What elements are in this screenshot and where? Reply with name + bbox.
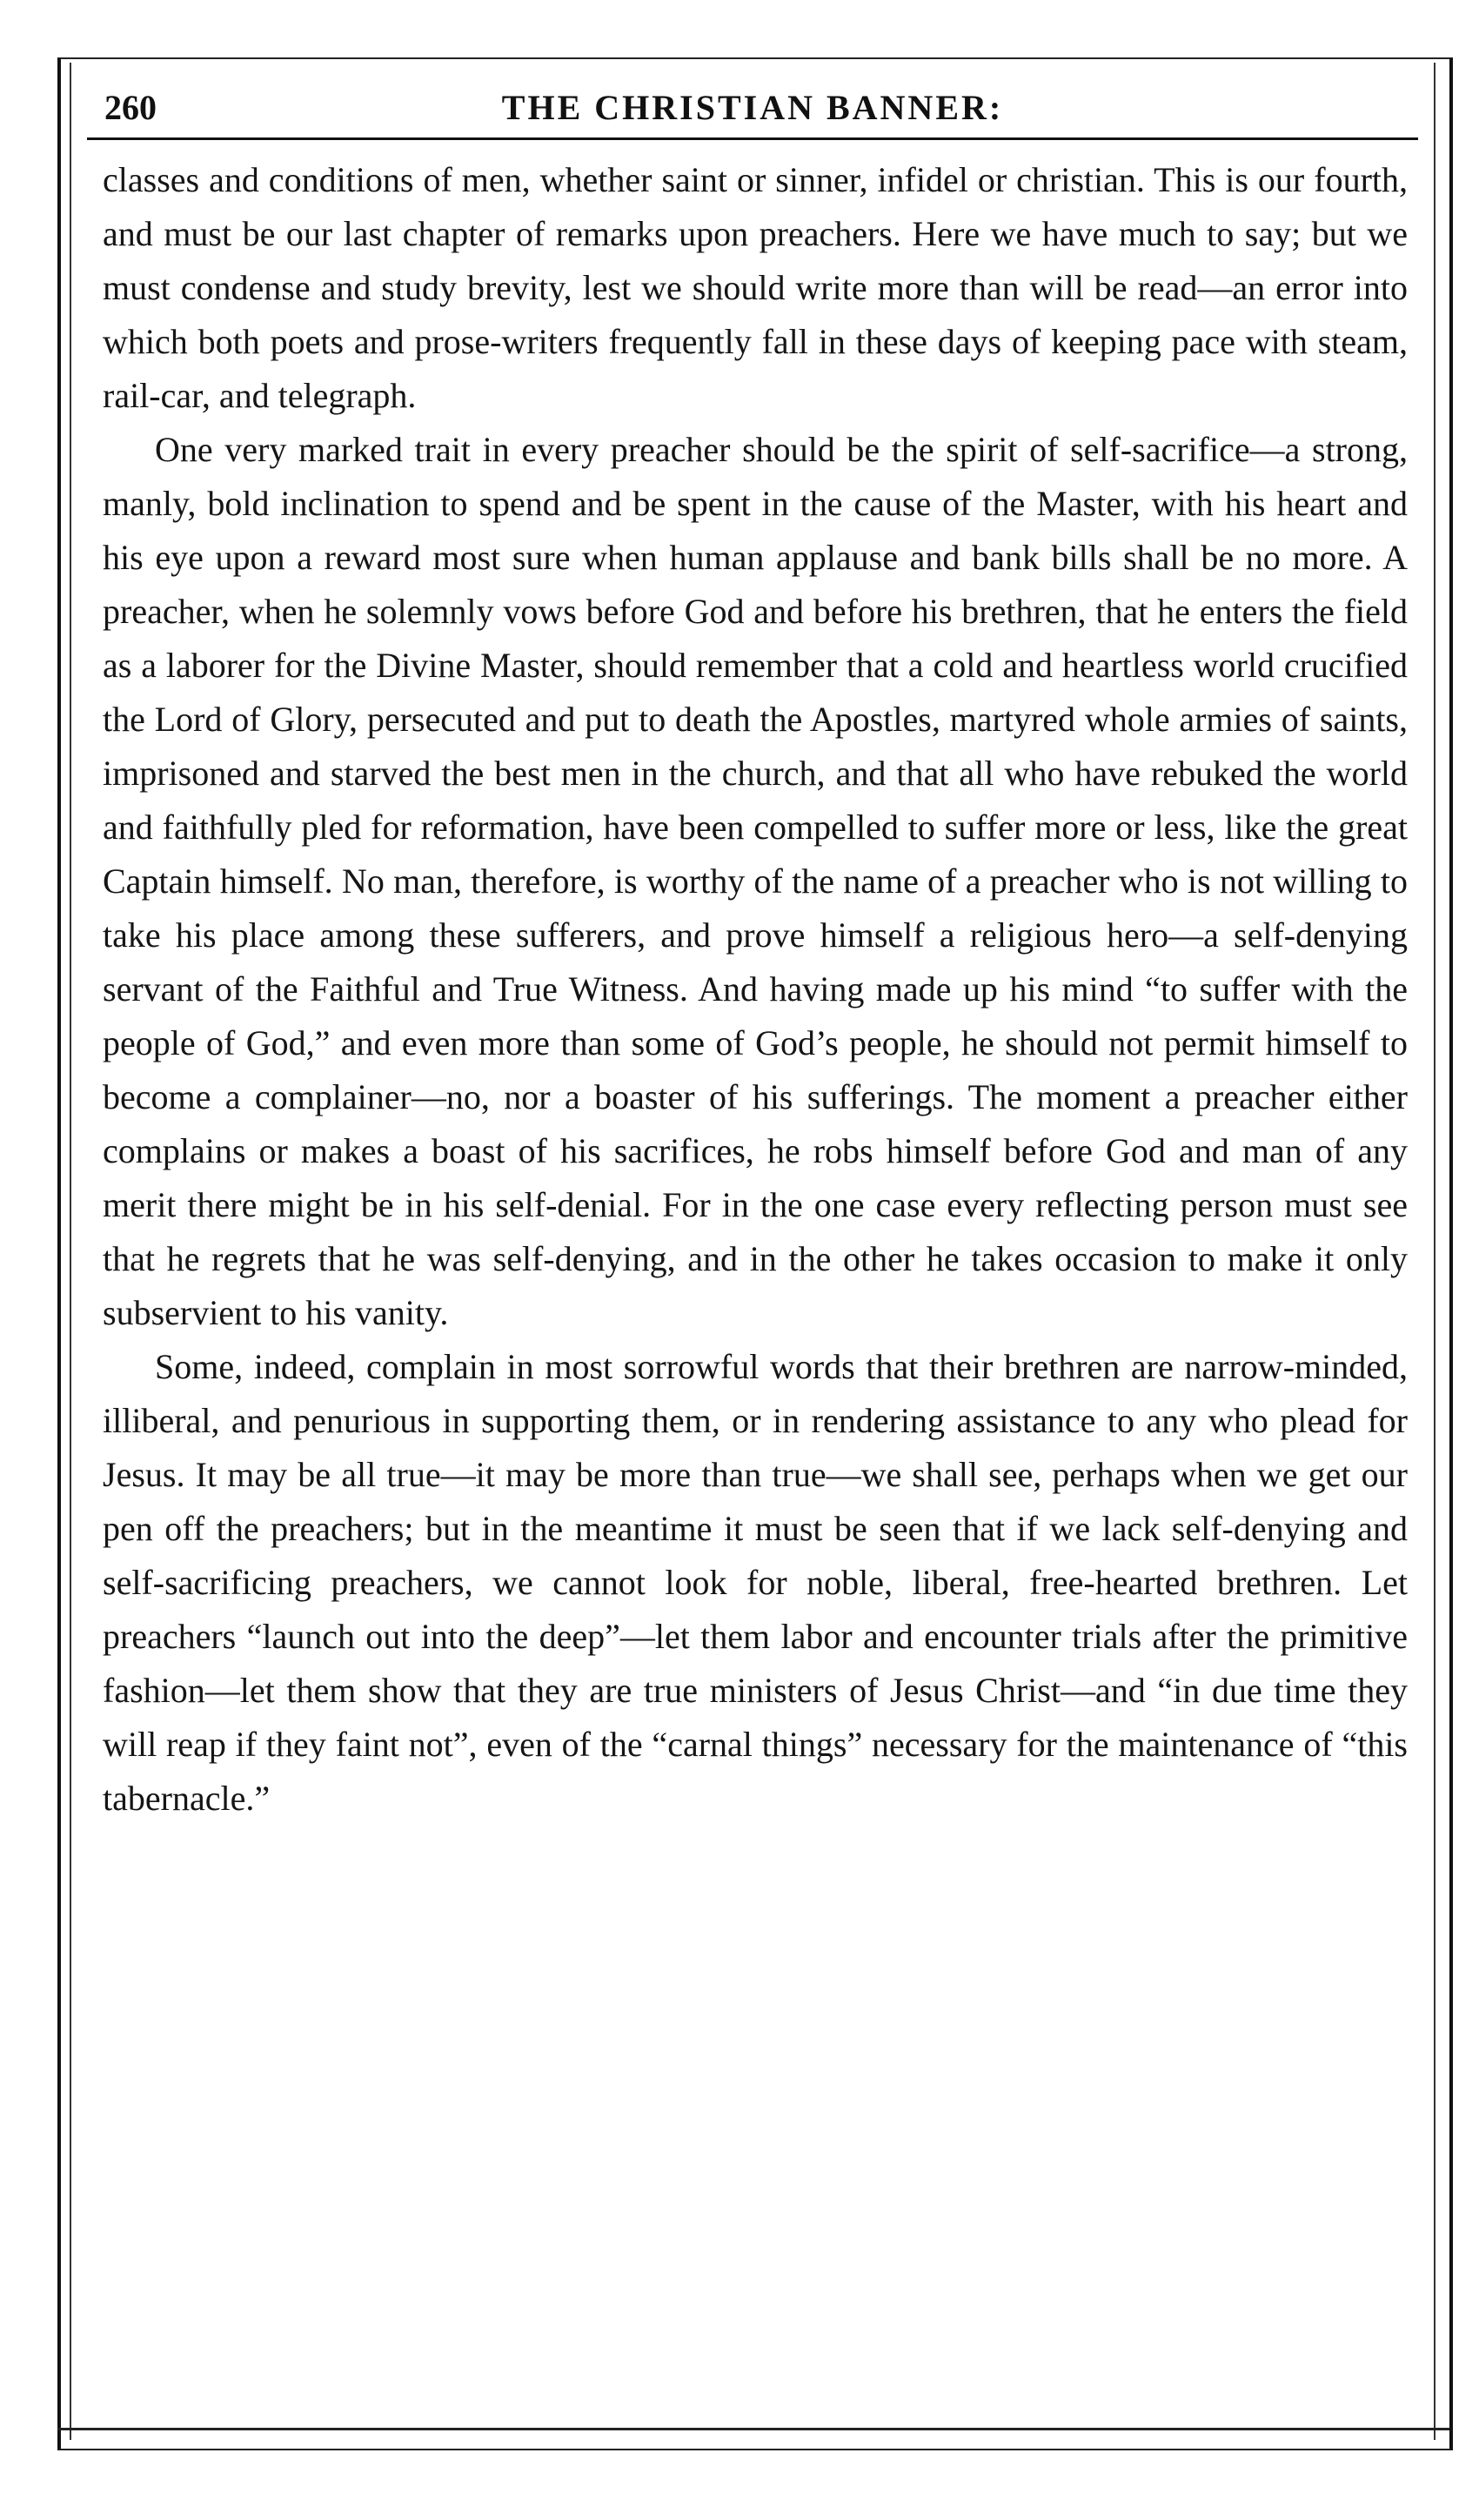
page-header <box>87 77 1418 140</box>
paragraph-self-sacrifice: One very marked trait in every preacher should be the spirit of self-sacrifice—a strong, manly, bold inclination to spend and be spent in the cause of the Master, with his heart and his eye upon a reward most sure when human applause and bank bills shall be no more. A preacher, when he solemnly vows before God and before his brethren, that he enters the field as a laborer for the Divine Master, should remember that a cold and heartless world crucified the Lord of Glory, persecuted and put to death the Apostles, martyred whole armies of saints, imprisoned and starved the best men in the church, and that all who have rebuked the world and faithfully pled for reformation, have been compelled to suffer more or less, like the great Captain himself. No man, therefore, is worthy of the name of a preacher who is not willing to take his place among these sufferers, and prove himself a religious hero—a self-denying servant of the Faithful and True Witness. And having made up his mind “to suffer with the people of God,” and even more than some of God’s people, he should not permit himself to become a complainer—no, nor a boaster of his sufferings. The moment a preacher either complains or makes a boast of his sacrifices, he robs himself before God and man of any merit there might be in his self-denial. For in the one case every reflecting person must see that he regrets that he was self-denying, and in the other he takes occasion to make it only subservient to his vanity. <box>103 430 1408 1332</box>
bottom-rule <box>57 2428 1449 2430</box>
paragraph-continuation: classes and conditions of men, whether saint or sinner, infidel or christian. This is our fourth, and must be our last chapter of remarks upon preachers. Here we have much to say; but we must condense and study brevity, lest we should write more than will be read—an error into which both poets and prose-writers frequently fall in these days of keeping pace with steam, rail-car, and telegraph. <box>103 160 1408 415</box>
running-title: THE CHRISTIAN BANNER: <box>501 88 1004 127</box>
right-inner-rule <box>1434 63 1436 2440</box>
left-inner-rule <box>70 63 71 2440</box>
article-body <box>103 153 1408 1826</box>
page-number: 260 <box>104 88 157 127</box>
paragraph-complaints: Some, indeed, complain in most sorrowful words that their brethren are narrow-minded, illiberal, and penurious in supporting them, or in rendering assistance to any who plead for Jesus. It may be all true—it may be more than true—we shall see, perhaps when we get our pen off the preachers; but in the meantime it must be seen that if we lack self-denying and self-sacrificing preachers, we cannot look for noble, liberal, free-hearted brethren. Let preachers “launch out into the deep”—let them labor and encounter trials after the primitive fashion—let them show that they are true ministers of Jesus Christ—and “in due time they will reap if they faint not”, even of the “carnal things” necessary for the maintenance of “this tabernacle.” <box>103 1347 1408 1818</box>
